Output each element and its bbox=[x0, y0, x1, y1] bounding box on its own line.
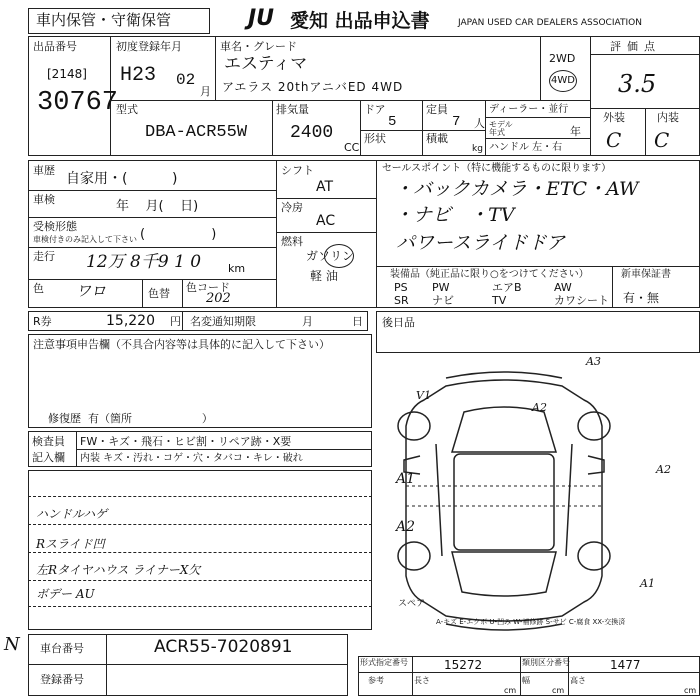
divider bbox=[28, 247, 276, 248]
registration-year: H23 bbox=[120, 64, 157, 87]
divider bbox=[358, 672, 700, 673]
rating-ext: C bbox=[606, 128, 622, 152]
name-change-day: 日 bbox=[352, 315, 363, 328]
damage-mark-a2-right: A2 bbox=[656, 463, 671, 476]
tax-yen: 円 bbox=[170, 315, 181, 328]
type-label: 型式 bbox=[116, 103, 138, 116]
divider bbox=[215, 36, 216, 100]
class-label: 類別区分番号 bbox=[522, 658, 570, 667]
divider bbox=[376, 160, 377, 308]
class-number: 1477 bbox=[610, 658, 641, 672]
mileage-label: 走行 bbox=[33, 250, 55, 263]
damage-mark-v1: V1 bbox=[416, 389, 431, 402]
damage-mark-a1-left: A1 bbox=[396, 471, 416, 487]
reg-label: 登録番号 bbox=[40, 673, 84, 686]
chassis-label: 車台番号 bbox=[40, 642, 84, 655]
inspector-comment-1: ハンドルハゲ bbox=[36, 507, 108, 521]
rear-frame bbox=[376, 311, 700, 353]
lot-label: 出品番号 bbox=[33, 40, 77, 53]
equipment-item: エアB bbox=[492, 281, 522, 294]
lot-number: 30767 bbox=[37, 88, 119, 118]
divider bbox=[28, 190, 276, 191]
selling-points-label: セールスポイント（特に機能するものに限ります） bbox=[382, 163, 612, 174]
damage-mark-a2-front: A2 bbox=[532, 401, 547, 414]
registration-month-unit: 月 bbox=[200, 85, 211, 98]
divider bbox=[645, 108, 646, 156]
damage-legend: A-キズ E-エクボ U-凹み W-補修跡 S-サビ C-腐食 XX-交換済 bbox=[436, 618, 626, 626]
divider bbox=[142, 279, 143, 308]
inspection-value: 年 月( 日) bbox=[116, 199, 199, 214]
color-code: 202 bbox=[206, 291, 231, 306]
inspector-comment-3: 左Rタイヤハウス ライナーX欠 bbox=[36, 563, 201, 577]
divider bbox=[485, 100, 486, 156]
divider bbox=[276, 198, 376, 199]
lot-bracket-number: [2148] bbox=[47, 67, 87, 81]
divider bbox=[106, 634, 107, 696]
equipment-item: ナビ bbox=[432, 294, 454, 307]
color-swap-label: 色替 bbox=[148, 287, 170, 300]
divider bbox=[28, 580, 372, 581]
inspector-comment-2: Rスライド凹 bbox=[36, 537, 105, 551]
storage-title: 車内保管・守衛保管 bbox=[36, 11, 172, 29]
exam-type-label: 受検形態 bbox=[33, 220, 77, 233]
divider bbox=[28, 496, 372, 497]
spare-label: スペア bbox=[398, 599, 426, 609]
color-value: ワロ bbox=[76, 282, 107, 300]
doors-label: ドア bbox=[364, 103, 386, 116]
history-value: 自家用・( ) bbox=[66, 171, 178, 187]
divider bbox=[272, 100, 273, 156]
divider bbox=[540, 36, 541, 100]
divider bbox=[28, 524, 372, 525]
height-unit: cm bbox=[684, 686, 697, 695]
equipment-item: PS bbox=[394, 281, 408, 294]
capacity: 7 bbox=[452, 114, 461, 130]
rear-label: 後日品 bbox=[382, 316, 415, 329]
rating-score: 3.5 bbox=[618, 70, 657, 98]
warranty-value: 有・無 bbox=[623, 291, 660, 305]
inspector-exterior-row: FW・キズ・飛石・ヒビ割・リペア跡・X要 bbox=[80, 435, 292, 448]
model-grade: アエラス 20thアニバED 4WD bbox=[222, 80, 404, 94]
form-number: 15272 bbox=[444, 658, 483, 672]
chassis-number: ACR55-7020891 bbox=[154, 637, 293, 657]
notes-label: 注意事項申告欄（不具合内容等は具体的に記入して下さい） bbox=[33, 338, 330, 351]
equipment-item: AW bbox=[554, 281, 572, 294]
length-unit: cm bbox=[504, 686, 517, 695]
inspector-label-1: 検査員 bbox=[32, 435, 65, 448]
divider bbox=[590, 54, 700, 55]
divider bbox=[376, 266, 700, 267]
equipment-item: PW bbox=[432, 281, 450, 294]
divider bbox=[520, 656, 521, 696]
rating-int: C bbox=[654, 128, 670, 152]
divider bbox=[360, 100, 361, 156]
drive-4wd-label: 4WD bbox=[551, 75, 575, 86]
tax-label: R券 bbox=[33, 315, 52, 328]
shift-value: AT bbox=[316, 179, 334, 195]
displacement-label: 排気量 bbox=[276, 103, 309, 116]
equipment-item: カワシート bbox=[554, 294, 609, 307]
divider bbox=[28, 552, 372, 553]
divider bbox=[182, 279, 183, 308]
damage-mark-a1-rear: A1 bbox=[640, 577, 655, 590]
displacement: 2400 bbox=[290, 123, 334, 143]
length-label: 長さ bbox=[414, 676, 430, 685]
inspection-label: 車検 bbox=[33, 193, 55, 206]
divider bbox=[276, 160, 277, 308]
model-year-label: モデル年式 bbox=[489, 120, 513, 137]
exam-type-note: 車検付きのみ記入して下さい bbox=[33, 235, 137, 244]
tax-amount: 15,220 bbox=[106, 313, 155, 329]
cooler-label: 冷房 bbox=[281, 201, 303, 214]
color-label: 色 bbox=[33, 282, 44, 295]
width-label: 幅 bbox=[522, 676, 530, 685]
shape-label: 形状 bbox=[364, 132, 386, 145]
cc-unit: CC bbox=[344, 141, 360, 154]
divider bbox=[76, 449, 372, 450]
repair-history: 修復歴 有（箇所 ） bbox=[48, 412, 213, 425]
divider bbox=[422, 100, 423, 156]
divider bbox=[276, 232, 376, 233]
ju-logo: JU bbox=[248, 6, 275, 31]
equipment-item: TV bbox=[492, 294, 507, 307]
damage-mark-a2-left: A2 bbox=[396, 519, 416, 535]
inspector-comment-4: ボデー AU bbox=[36, 587, 95, 601]
divider bbox=[360, 130, 485, 131]
form-label: 形式指定番号 bbox=[360, 658, 408, 667]
divider bbox=[612, 266, 613, 308]
fuel-gasoline: ガソリン bbox=[306, 249, 355, 263]
registration-month: 02 bbox=[176, 71, 196, 89]
capacity-label: 定員 bbox=[426, 103, 448, 116]
damage-mark-a3: A3 bbox=[586, 355, 601, 368]
inspector-interior-row: 内装 キズ・汚れ・コゲ・穴・タバコ・キレ・破れ bbox=[80, 453, 303, 464]
divider bbox=[412, 656, 413, 696]
registration-label: 初度登録年月 bbox=[116, 40, 182, 53]
divider bbox=[485, 117, 590, 118]
height-label: 高さ bbox=[570, 676, 586, 685]
width-unit: cm bbox=[552, 686, 565, 695]
equipment-label: 装備品（純正品に限り○をつけてください） bbox=[390, 269, 589, 280]
rating-label: 評価点 bbox=[610, 40, 661, 53]
selling-point-2: ・ナビ ・TV bbox=[394, 204, 515, 226]
selling-point-1: ・バックカメラ・ETC・AW bbox=[394, 178, 639, 200]
mileage-unit: km bbox=[228, 262, 246, 275]
corner-mark: N bbox=[4, 634, 20, 655]
load-label: 積載 bbox=[426, 132, 448, 145]
vehicle-type: DBA-ACR55W bbox=[145, 123, 248, 142]
divider bbox=[110, 100, 590, 101]
form-subtitle: JAPAN USED CAR DEALERS ASSOCIATION bbox=[458, 18, 642, 28]
cooler-value: AC bbox=[316, 213, 336, 229]
history-label: 車歴 bbox=[33, 164, 55, 177]
fuel-diesel: 軽 油 bbox=[310, 269, 338, 283]
doors: 5 bbox=[388, 114, 397, 130]
divider bbox=[28, 217, 276, 218]
name-change-label: 名変通知期限 bbox=[190, 315, 256, 328]
dealer-label: ディーラー・並行 bbox=[489, 104, 569, 115]
divider bbox=[485, 138, 590, 139]
ref-label: 参考 bbox=[368, 676, 384, 685]
divider bbox=[28, 279, 276, 280]
handle-label: ハンドル 左・右 bbox=[489, 142, 563, 153]
model-label: 車名・グレード bbox=[220, 40, 297, 53]
selling-point-3: パワースライドドア bbox=[396, 232, 565, 254]
shift-label: シフト bbox=[281, 164, 314, 177]
fuel-circle bbox=[324, 244, 354, 268]
kg-unit: kg bbox=[472, 144, 483, 154]
model-name: エスティマ bbox=[224, 54, 308, 74]
rating-int-label: 内装 bbox=[657, 111, 679, 124]
mileage-value: 12万 8千9 1 0 bbox=[86, 252, 202, 272]
form-title: 愛知 出品申込書 bbox=[290, 10, 430, 32]
equipment-item: SR bbox=[394, 294, 409, 307]
name-change-month: 月 bbox=[302, 315, 313, 328]
capacity-unit: 人 bbox=[474, 117, 485, 130]
color-code-label: 色コード bbox=[186, 281, 230, 294]
warranty-label: 新車保証書 bbox=[621, 269, 671, 280]
rating-ext-label: 外装 bbox=[603, 111, 625, 124]
divider bbox=[28, 606, 372, 607]
divider bbox=[28, 664, 348, 665]
exam-type-value: ( ) bbox=[140, 227, 217, 242]
inspector-label-2: 記入欄 bbox=[32, 451, 65, 464]
year-unit: 年 bbox=[570, 125, 581, 138]
fuel-label: 燃料 bbox=[281, 235, 303, 248]
drive-2wd-label: 2WD bbox=[549, 52, 576, 65]
divider bbox=[182, 311, 183, 331]
